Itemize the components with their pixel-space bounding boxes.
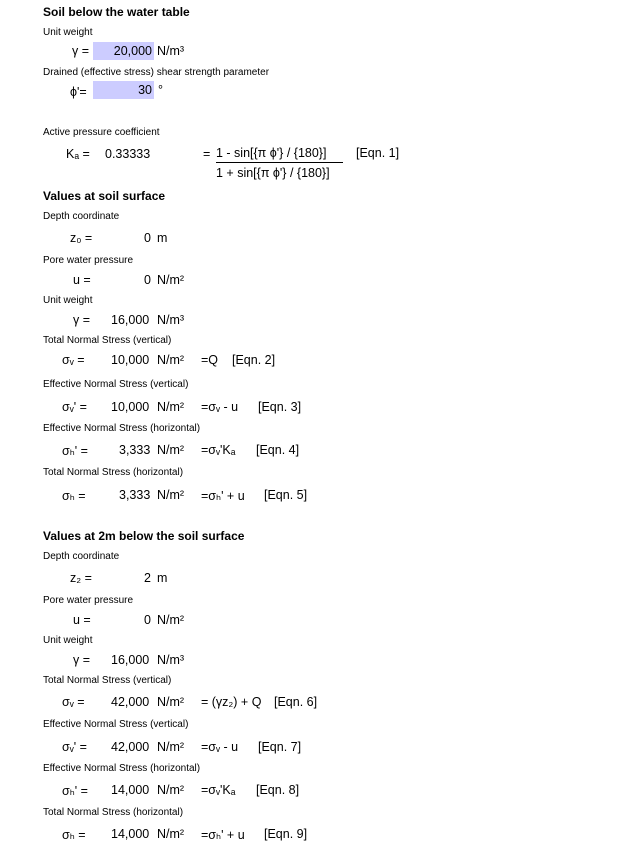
- surface-th-unit: N/m²: [157, 488, 185, 502]
- below-eh-eqn: [Eqn. 8]: [256, 783, 300, 797]
- below-depth-value: 2: [144, 571, 151, 585]
- surface-pwp-label: Pore water pressure: [43, 255, 134, 266]
- section-title-surface: Values at soil surface: [43, 189, 166, 203]
- surface-tv-formula: =Q: [201, 353, 219, 367]
- surface-tv-eqn: [Eqn. 2]: [232, 353, 276, 367]
- surface-ev-label: Effective Normal Stress (vertical): [43, 379, 189, 390]
- below-depth-symbol: z₂ =: [70, 571, 92, 585]
- surface-tv-unit: N/m²: [157, 353, 185, 367]
- below-tv-formula: = (γz₂) + Q: [201, 695, 262, 709]
- below-th-eqn: [Eqn. 9]: [264, 827, 308, 841]
- below-eh-formula: =σᵥ'Kₐ: [201, 783, 236, 797]
- surface-depth-label: Depth coordinate: [43, 211, 120, 222]
- surface-eh-eqn: [Eqn. 4]: [256, 443, 300, 457]
- below-pwp-label: Pore water pressure: [43, 595, 134, 606]
- surface-ev-symbol: σᵥ' =: [62, 400, 87, 414]
- ka-symbol: Kₐ =: [66, 147, 90, 161]
- below-eh-unit: N/m²: [157, 783, 185, 797]
- ka-value: 0.33333: [105, 147, 151, 161]
- below-th-label: Total Normal Stress (horizontal): [43, 807, 184, 818]
- ka-eqn: [Eqn. 1]: [356, 146, 400, 160]
- surface-tv-value: 10,000: [111, 353, 150, 367]
- below-uw-symbol: γ =: [73, 653, 91, 667]
- below-ev-label: Effective Normal Stress (vertical): [43, 719, 189, 730]
- unit-weight-label: Unit weight: [43, 27, 93, 38]
- below-th-unit: N/m²: [157, 827, 185, 841]
- below-tv-unit: N/m²: [157, 695, 185, 709]
- ka-numerator: 1 - sin[{π ϕ'} / {180}]: [216, 146, 343, 163]
- below-eh-value: 14,000: [111, 783, 150, 797]
- below-ev-symbol: σᵥ' =: [62, 740, 87, 754]
- below-th-symbol: σₕ =: [62, 828, 86, 842]
- below-th-value: 14,000: [111, 827, 150, 841]
- below-ev-value: 42,000: [111, 740, 150, 754]
- surface-uw-value: 16,000: [111, 313, 150, 327]
- surface-th-eqn: [Eqn. 5]: [264, 488, 308, 502]
- below-pwp-symbol: u =: [73, 613, 91, 627]
- surface-pwp-value: 0: [144, 273, 151, 287]
- below-tv-label: Total Normal Stress (vertical): [43, 675, 172, 686]
- surface-depth-symbol: z₀ =: [70, 231, 93, 245]
- surface-th-symbol: σₕ =: [62, 489, 86, 503]
- ka-label: Active pressure coefficient: [43, 127, 160, 138]
- unit-weight-input[interactable]: 20,000: [93, 42, 154, 60]
- section-title-below: Values at 2m below the soil surface: [43, 529, 245, 543]
- surface-tv-symbol: σᵥ =: [62, 353, 85, 367]
- surface-eh-value: 3,333: [119, 443, 151, 457]
- phi-symbol: ϕ'=: [70, 85, 87, 99]
- below-th-formula: =σₕ' + u: [201, 828, 245, 842]
- surface-ev-formula: =σᵥ - u: [201, 400, 239, 414]
- below-uw-value: 16,000: [111, 653, 150, 667]
- below-uw-label: Unit weight: [43, 635, 93, 646]
- below-tv-symbol: σᵥ =: [62, 695, 85, 709]
- surface-th-formula: =σₕ' + u: [201, 489, 245, 503]
- below-depth-label: Depth coordinate: [43, 551, 120, 562]
- surface-eh-label: Effective Normal Stress (horizontal): [43, 423, 201, 434]
- phi-input[interactable]: 30: [93, 81, 154, 99]
- surface-uw-label: Unit weight: [43, 295, 93, 306]
- below-ev-unit: N/m²: [157, 740, 185, 754]
- surface-eh-symbol: σₕ' =: [62, 444, 88, 458]
- gamma-symbol: γ =: [72, 44, 90, 58]
- below-ev-eqn: [Eqn. 7]: [258, 740, 302, 754]
- below-tv-value: 42,000: [111, 695, 150, 709]
- surface-pwp-symbol: u =: [73, 273, 91, 287]
- surface-eh-unit: N/m²: [157, 443, 185, 457]
- surface-ev-eqn: [Eqn. 3]: [258, 400, 302, 414]
- below-depth-unit: m: [157, 571, 168, 585]
- surface-depth-unit: m: [157, 231, 168, 245]
- surface-ev-unit: N/m²: [157, 400, 185, 414]
- surface-tv-label: Total Normal Stress (vertical): [43, 335, 172, 346]
- ka-eq-prefix: =: [203, 147, 211, 161]
- surface-pwp-unit: N/m²: [157, 273, 185, 287]
- below-ev-formula: =σᵥ - u: [201, 740, 239, 754]
- below-pwp-value: 0: [144, 613, 151, 627]
- surface-depth-value: 0: [144, 231, 151, 245]
- surface-uw-unit: N/m³: [157, 313, 185, 327]
- surface-eh-formula: =σᵥ'Kₐ: [201, 443, 236, 457]
- below-tv-eqn: [Eqn. 6]: [274, 695, 318, 709]
- below-eh-symbol: σₕ' =: [62, 784, 88, 798]
- below-uw-unit: N/m³: [157, 653, 185, 667]
- surface-th-label: Total Normal Stress (horizontal): [43, 467, 184, 478]
- surface-th-value: 3,333: [119, 488, 151, 502]
- below-eh-label: Effective Normal Stress (horizontal): [43, 763, 201, 774]
- phi-label: Drained (effective stress) shear strength parameter: [43, 67, 270, 78]
- surface-ev-value: 10,000: [111, 400, 150, 414]
- ka-denominator: 1 + sin[{π ϕ'} / {180}]: [216, 166, 330, 180]
- surface-uw-symbol: γ =: [73, 313, 91, 327]
- unit-weight-unit: N/m³: [157, 44, 185, 58]
- phi-unit: °: [158, 83, 163, 97]
- below-pwp-unit: N/m²: [157, 613, 185, 627]
- section-title-soil: Soil below the water table: [43, 5, 190, 19]
